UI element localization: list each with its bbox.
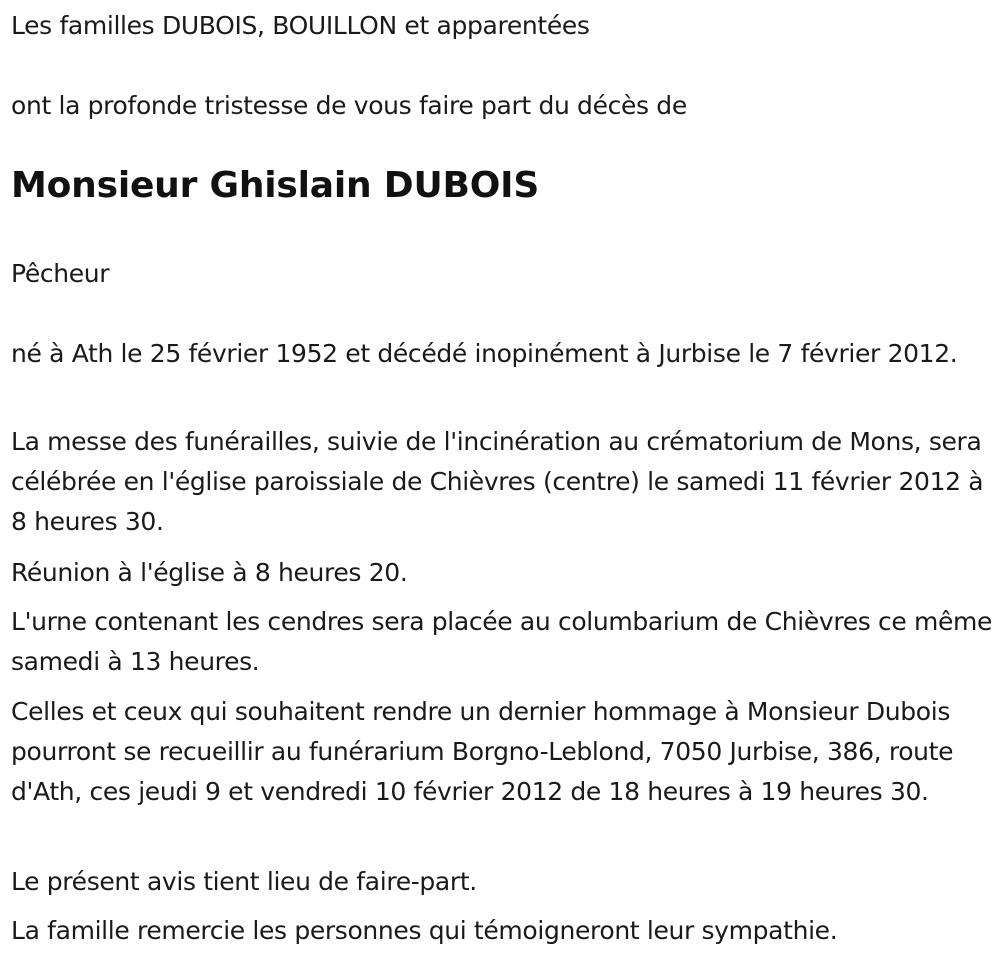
meeting-paragraph: Réunion à l'église à 8 heures 20.: [11, 558, 408, 587]
notice-paragraph: Le présent avis tient lieu de faire-part.: [11, 867, 477, 896]
families-line: Les familles DUBOIS, BOUILLON et apparentées: [11, 11, 590, 40]
visitation-paragraph: Celles et ceux qui souhaitent rendre un dernier hommage à Monsieur Dubois pourront se recueillir au funérarium Borgno-Leblond, 7050 Jurbise, 386, route d'Ath, ces jeudi 9 et vendredi 10 février 2012 de 18 heures à 19 heures 30.: [11, 697, 954, 806]
thanks-paragraph: La famille remercie les personnes qui témoigneront leur sympathie.: [11, 916, 838, 945]
announcement-line: ont la profonde tristesse de vous faire part du décès de: [11, 91, 687, 120]
funeral-paragraph: La messe des funérailles, suivie de l'incinération au crématorium de Mons, sera célébrée en l'église paroissiale de Chièvres (centre) le samedi 11 février 2012 à 8 heures 30.: [11, 427, 984, 536]
occupation: Pêcheur: [11, 259, 110, 288]
deceased-name: Monsieur Ghislain DUBOIS: [11, 165, 540, 206]
urn-paragraph: L'urne contenant les cendres sera placée au columbarium de Chièvres ce même samedi à 13 heures.: [11, 607, 993, 676]
birth-death-paragraph: né à Ath le 25 février 1952 et décédé inopinément à Jurbise le 7 février 2012.: [11, 339, 958, 368]
